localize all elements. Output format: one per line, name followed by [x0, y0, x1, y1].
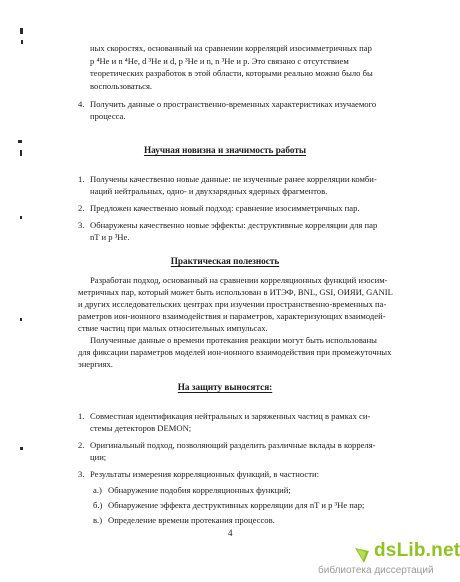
list-item-text: nT и p ³He. — [90, 232, 130, 242]
page-number: 4 — [228, 528, 233, 538]
list-item-text: Получены качественно новые данные: не изученные ранее корреляции комби- — [90, 174, 377, 184]
scan-artifact — [20, 447, 23, 450]
list-number: 3. — [78, 220, 85, 230]
watermark-subtitle: библиотека диссертаций — [318, 565, 434, 576]
list-item-text: наций нейтральных, одно- и двухзарядных ядерных фрагментов. — [90, 186, 328, 196]
list-item-text: стемы детекторов DEMON; — [90, 423, 192, 433]
list-item-text: Оригинальный подход, позволяющий разделить различные вклады в корреля- — [90, 440, 376, 450]
scan-artifact — [21, 40, 23, 44]
list-item-text: Совместная идентификация нейтральных и заряженных частиц в рамках си- — [90, 411, 371, 421]
paragraph-line: метричных пар, который может быть использован в ИТЭФ, BNL, GSI, ОИЯИ, GANIL — [78, 287, 393, 297]
paragraph-line: для фиксации параметров моделей ион-ионного взаимодействия при промежуточных — [78, 347, 392, 357]
list-item-text: ции; — [90, 452, 107, 462]
scan-artifact — [20, 28, 23, 34]
list-item-text: Получить данные о пространственно-временных характеристиках изучаемого — [90, 99, 377, 109]
sublist-label: а.) — [93, 485, 102, 495]
paragraph-line: ствие частиц при малых относительных импульсах. — [78, 323, 268, 333]
scan-artifact — [20, 216, 22, 219]
paragraph-line: Полученные данные о времени протекания реакции могут быть использованы — [90, 335, 377, 345]
sublist-label: б.) — [93, 500, 103, 510]
list-item-text: процесса. — [90, 111, 126, 121]
paragraph-line: раметров ион-ионного взаимодействия и параметров, характеризующих взаимодей- — [78, 311, 386, 321]
list-number: 2. — [78, 203, 85, 213]
heading-text: Практическая полезность — [170, 256, 280, 266]
list-number: 4. — [78, 99, 85, 109]
list-number: 2. — [78, 440, 85, 450]
sublist-label: в.) — [93, 515, 103, 525]
scan-artifact — [20, 318, 22, 321]
intro-line: p ⁴He и n ⁴He, d ³He и d, p ³He и n, n ³He и p. Это связано с отсутствием — [90, 56, 349, 66]
sublist-text: Определение времени протекания процессов. — [108, 515, 275, 525]
paragraph-line: и других исследовательских центрах при изучении пространственно-временных па- — [78, 299, 387, 309]
list-item-text: Результаты измерения корреляционных функций, в частности: — [90, 469, 319, 479]
list-number: 1. — [78, 411, 85, 421]
list-item-text: Предложен качественно новый подход: сравнение изосимметричных пар. — [90, 203, 360, 213]
heading-text: Научная новизна и значимость работы — [143, 145, 307, 155]
intro-line: ных скоростях, основанный на сравнении корреляций изосимметричных пар — [90, 43, 372, 53]
watermark-logo[interactable]: dsLib.net — [374, 540, 460, 561]
section-heading — [0, 382, 450, 393]
list-number: 3. — [78, 469, 85, 479]
section-heading — [0, 145, 450, 156]
list-item-text: Обнаружены качественно новые эффекты: деструктивные корреляции для пар — [90, 220, 378, 230]
sublist-text: Обнаружение эффекта деструктивных корреляции для nT и p ³He пар; — [108, 500, 365, 510]
list-number: 1. — [78, 174, 85, 184]
sublist-text: Обнаружение подобия корреляционных функций; — [108, 485, 291, 495]
intro-line: теоретических разработок в этой области, которыми реально можно было бы — [90, 68, 373, 78]
heading-text: На защиту выносятся: — [177, 382, 273, 392]
scan-artifact — [18, 140, 22, 143]
intro-line: воспользоваться. — [90, 81, 153, 91]
paragraph-line: Разработан подход, основанный на сравнении корреляционных функций изосим- — [90, 275, 388, 285]
paragraph-line: энергиях. — [78, 359, 113, 369]
section-heading — [0, 256, 450, 267]
dslib-logo-icon — [354, 546, 372, 564]
